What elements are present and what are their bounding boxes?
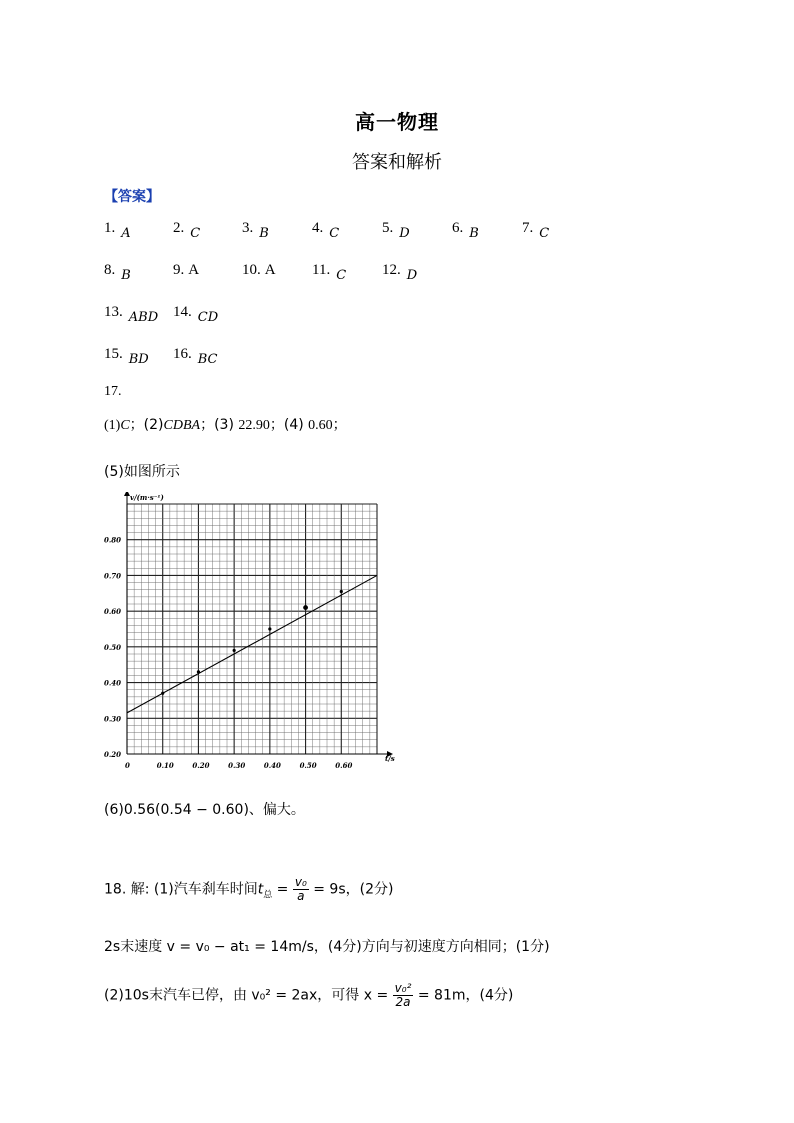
q17-line-5: (5)如图所示	[104, 464, 180, 480]
answer-number: 15.	[104, 346, 123, 362]
answer-number: 10.	[242, 262, 261, 278]
y-tick-label: 0.40	[104, 678, 122, 688]
x-tick-label: 0.20	[192, 761, 210, 770]
answer-item-10	[242, 262, 276, 279]
answer-number: 3.	[242, 220, 254, 236]
answer-item-2	[173, 220, 201, 241]
page-title: 高一物理	[355, 110, 439, 134]
answer-value: A	[121, 226, 131, 241]
answer-value: CD	[197, 310, 219, 325]
x-axis-label: t/s	[385, 754, 395, 763]
answer-number: 5.	[382, 220, 394, 236]
answer-item-3	[242, 220, 269, 241]
answer-section-label: 【答案】	[104, 189, 160, 205]
data-point	[303, 605, 308, 610]
answer-item-6	[452, 220, 479, 241]
x-tick-label: 0.40	[263, 761, 281, 770]
answer-item-13	[104, 304, 159, 325]
answer-value: D	[399, 226, 410, 241]
y-tick-label: 0.60	[104, 607, 122, 617]
data-point	[340, 590, 343, 593]
answer-number: 12.	[382, 262, 401, 278]
data-point	[233, 649, 236, 652]
answer-number: 6.	[452, 220, 464, 236]
answer-item-16	[173, 346, 218, 367]
x-tick-label: 0.30	[228, 761, 246, 770]
x-tick-label: 0.60	[335, 761, 353, 770]
answer-value: B	[469, 226, 479, 241]
fit-line	[127, 575, 377, 713]
answer-value: ABD	[128, 310, 159, 325]
answer-value: D	[406, 268, 418, 283]
q18-line-3: (2)10s末汽车已停，由 v₀² = 2ax，可得 x = $\frac{\text{v₀²}}{2a}$ = 81m，(4分)	[104, 981, 514, 1009]
q18-line-2: 2s末速度 v = v₀ − at₁ = 14m/s，(4分)方向与初速度方向相同；(1分)	[104, 939, 550, 955]
answer-number: 9.	[173, 262, 185, 278]
answer-number: 4.	[312, 220, 324, 236]
y-tick-label: 0.70	[104, 571, 122, 581]
page-subtitle: 答案和解析	[352, 152, 442, 173]
answer-item-14	[173, 304, 219, 325]
answer-value: C	[329, 226, 340, 241]
answer-value: BC	[197, 352, 218, 367]
answer-value: A	[264, 262, 276, 278]
q18-line-1: 18. 解: (1)汽车刹车时间$t_总$ = $\frac{\text{v₀}}{a}$ = 9s，(2分)	[104, 875, 394, 903]
answer-number: 11.	[312, 262, 331, 278]
answer-value: BD	[128, 352, 149, 367]
q17-number: 17.	[104, 384, 122, 399]
answer-item-8	[104, 262, 131, 283]
answer-value: B	[259, 226, 269, 241]
answer-item-11	[312, 262, 347, 283]
answer-item-1	[104, 220, 131, 241]
velocity-time-graph	[100, 492, 400, 777]
q17-line-6: (6)0.56(0.54 − 0.60)、偏大。	[104, 802, 305, 818]
answer-item-15	[104, 346, 149, 367]
answer-item-9	[173, 262, 199, 279]
answer-value: B	[121, 268, 131, 283]
y-tick-label: 0.80	[104, 535, 122, 545]
answer-item-4	[312, 220, 340, 241]
answer-number: 1.	[104, 220, 116, 236]
answer-item-12	[382, 262, 418, 283]
answer-number: 13.	[104, 304, 123, 320]
x-tick-label: 0.50	[299, 761, 317, 770]
data-point	[268, 627, 271, 630]
q17-line-1: (1)C；(2)CDBA；(3) 22.90；(4) 0.60；	[104, 417, 347, 433]
y-tick-label: 0.20	[104, 750, 122, 759]
y-tick-label: 0.30	[104, 714, 122, 724]
answer-number: 2.	[173, 220, 185, 236]
y-axis-label: v/(m·s⁻¹)	[130, 493, 164, 502]
data-point	[197, 670, 200, 673]
answer-value: C	[539, 226, 550, 241]
answer-value: C	[190, 226, 201, 241]
answer-number: 7.	[522, 220, 534, 236]
x-tick-label: 0.10	[156, 761, 174, 770]
answer-item-7	[522, 220, 550, 241]
answer-value: C	[336, 268, 347, 283]
answer-number: 16.	[173, 346, 192, 362]
answer-number: 8.	[104, 262, 116, 278]
data-point	[161, 692, 164, 695]
answer-value: A	[188, 262, 200, 278]
answer-item-5	[382, 220, 410, 241]
y-tick-label: 0.50	[104, 642, 122, 652]
x-tick-label: 0	[125, 761, 130, 770]
answer-number: 14.	[173, 304, 192, 320]
